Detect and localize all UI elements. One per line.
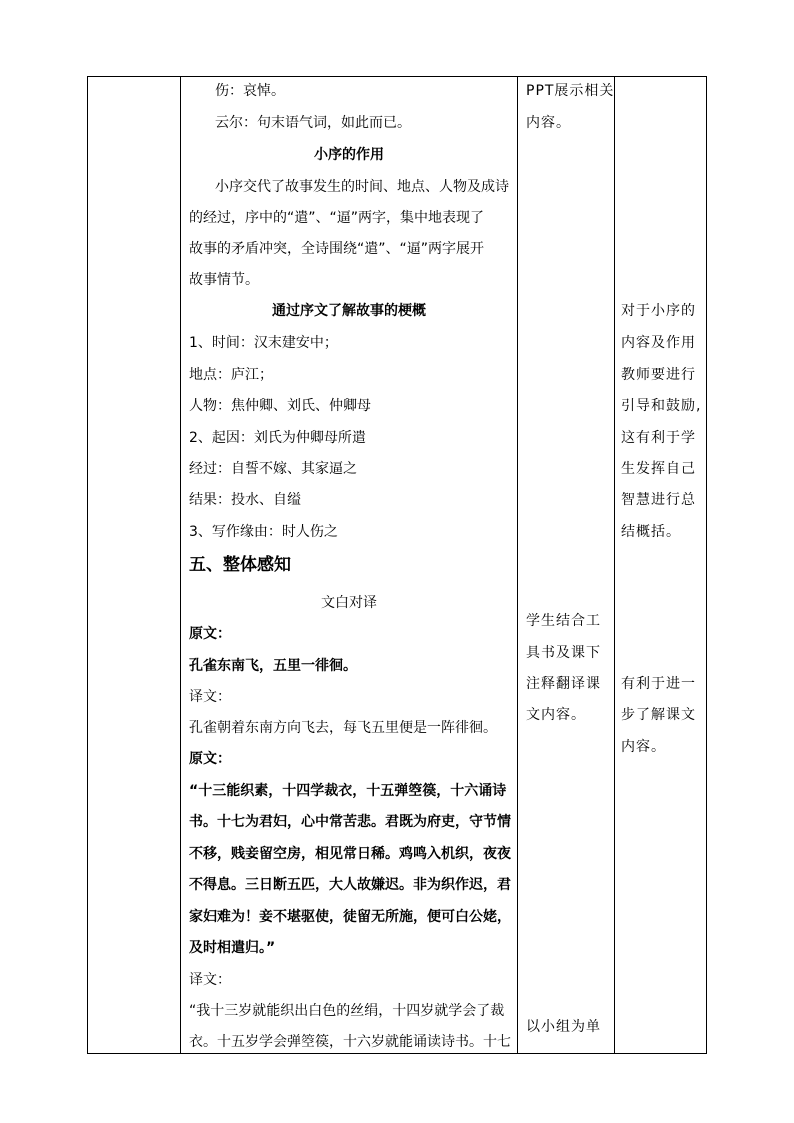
col-main-line: 原文： bbox=[189, 626, 231, 642]
col-main-line: 孔雀朝着东南方向飞去，每飞五里便是一阵徘徊。 bbox=[189, 720, 497, 736]
col-intent-line: 内容。 bbox=[621, 739, 666, 755]
col-main-line: 3、写作缘由：时人伤之 bbox=[189, 524, 338, 540]
col-intent-line: 生发挥自己 bbox=[621, 461, 696, 477]
col-intent-line: 这有利于学 bbox=[621, 430, 696, 446]
col-main-line: 1、时间：汉末建安中； bbox=[189, 335, 338, 351]
col-student-line: PPT展示相关 bbox=[526, 83, 615, 99]
col-main-line: 云尔：句末语气词，如此而已。 bbox=[215, 115, 411, 131]
col-main-line: 故事的矛盾冲突，全诗围绕“遣”、“逼”两字展开 bbox=[189, 241, 485, 257]
empty-left-cell bbox=[88, 77, 180, 1053]
col-student-line: 以小组为单 bbox=[526, 1019, 601, 1035]
col-student-line: 学生结合工 bbox=[526, 613, 601, 629]
col-main-line: 通过序文了解故事的梗概 bbox=[272, 303, 426, 319]
col-main-line: 原文： bbox=[189, 751, 231, 767]
col-intent-line: 引导和鼓励, bbox=[621, 398, 702, 414]
col-main-line: “十三能织素，十四学裁衣，十五弹箜篌，十六诵诗 bbox=[189, 783, 507, 799]
col-main-line: 故事情节。 bbox=[189, 272, 259, 288]
col-main-line: 2、起因：刘氏为仲卿母所遣 bbox=[189, 430, 366, 446]
teaching-content-cell bbox=[181, 77, 517, 1053]
col-main-line: 孔雀东南飞，五里一徘徊。 bbox=[189, 658, 357, 674]
col-intent-line: 步了解课文 bbox=[621, 707, 696, 723]
col-main-line: 伤：哀悼。 bbox=[215, 83, 285, 99]
col-main-line: 人物：焦仲卿、刘氏、仲卿母 bbox=[189, 398, 371, 414]
col-student-line: 注释翻译课 bbox=[526, 676, 601, 692]
col-main-line: 地点：庐江； bbox=[189, 367, 273, 383]
col-main-line: 的经过，序中的“遣”、“逼”两字，集中地表现了 bbox=[189, 210, 485, 226]
col-main-line: 译文： bbox=[189, 689, 231, 705]
col-intent-line: 教师要进行 bbox=[621, 367, 696, 383]
col-main-line: “我十三岁就能织出白色的丝绢，十四岁就学会了裁 bbox=[189, 1003, 505, 1019]
col-main-line: 小序的作用 bbox=[314, 147, 384, 163]
lesson-plan-table bbox=[87, 76, 707, 1054]
col-main-line: 不得息。三日断五匹，大人故嫌迟。非为织作迟，君 bbox=[189, 877, 511, 893]
col-intent-line: 智慧进行总 bbox=[621, 492, 696, 508]
col-student-line: 文内容。 bbox=[526, 707, 586, 723]
col-intent-line: 内容及作用 bbox=[621, 335, 696, 351]
col-main-line: 结果：投水、自缢 bbox=[189, 492, 301, 508]
col-student-line: 具书及课下 bbox=[526, 645, 601, 661]
col-main-line: 小序交代了故事发生的时间、地点、人物及成诗 bbox=[215, 179, 509, 195]
col-student-line: 内容。 bbox=[526, 115, 571, 131]
col-main-line: 及时相遣归。” bbox=[189, 940, 276, 956]
col-intent-line: 对于小序的 bbox=[621, 303, 696, 319]
col-intent-line: 有利于进一 bbox=[621, 676, 696, 692]
design-intent-cell bbox=[615, 77, 707, 1053]
col-main-line: 译文： bbox=[189, 972, 231, 988]
col-main-line: 衣。十五岁学会弹箜篌，十六岁就能诵读诗书。十七 bbox=[189, 1034, 511, 1050]
student-activity-cell bbox=[518, 77, 614, 1053]
col-main-line: 家妇难为！妾不堪驱使，徒留无所施，便可白公姥， bbox=[189, 909, 511, 925]
col-main-line: 书。十七为君妇，心中常苦悲。君既为府吏，守节情 bbox=[189, 814, 511, 830]
col-main-line: 五、整体感知 bbox=[189, 555, 291, 575]
col-intent-line: 结概括。 bbox=[621, 524, 681, 540]
col-main-line: 经过：自誓不嫁、其家逼之 bbox=[189, 461, 357, 477]
col-main-line: 不移，贱妾留空房，相见常日稀。鸡鸣入机织，夜夜 bbox=[189, 846, 511, 862]
col-main-line: 文白对译 bbox=[321, 595, 377, 611]
